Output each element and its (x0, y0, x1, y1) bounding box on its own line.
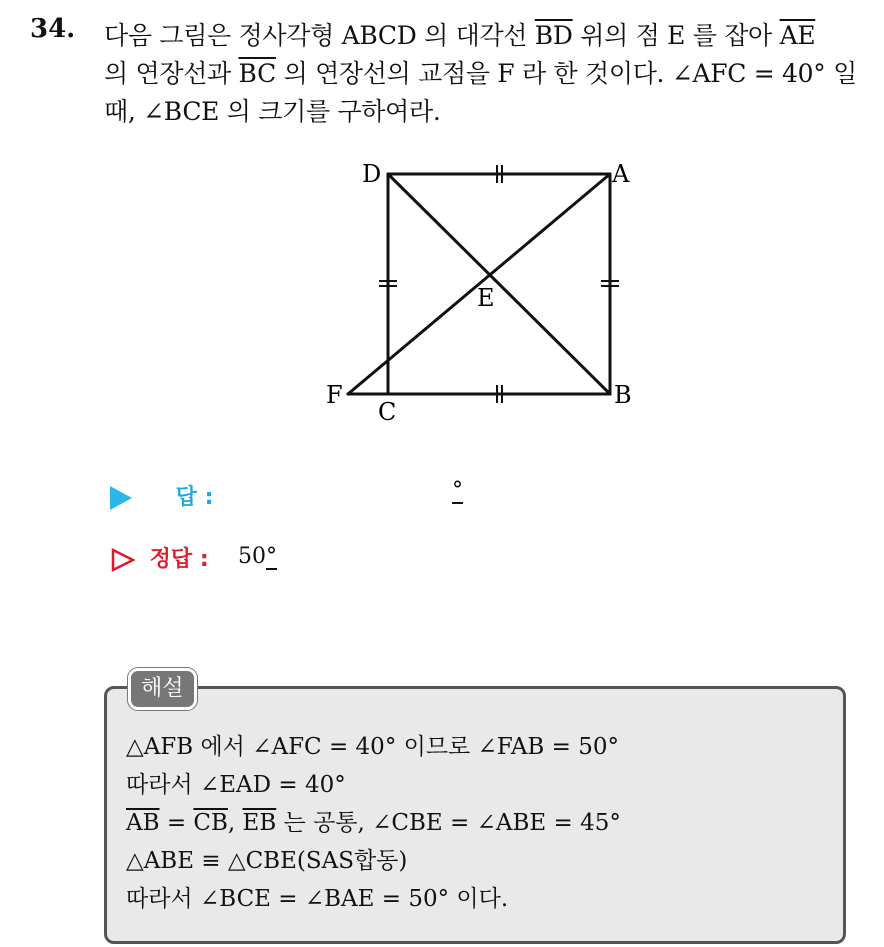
correct-unit: ° (266, 544, 277, 569)
solution-tag: 해설 (128, 668, 197, 710)
question-number: 34. (30, 14, 76, 44)
correct-answer (238, 544, 277, 570)
question-text: 위의 점 E 를 잡아 (572, 21, 780, 50)
question-line-3: 때, ∠BCE 의 크기를 구하여라. (104, 97, 441, 126)
label-b: B (614, 381, 632, 409)
solution-line-3 (126, 804, 621, 837)
answer-label: 답 : (175, 485, 214, 510)
correct-label: 정답 : (149, 547, 209, 572)
label-a: A (612, 160, 630, 188)
label-f: F (326, 381, 343, 409)
correct-answer-row (110, 542, 209, 573)
question-text: 의 연장선의 교점을 F 라 한 것이다. ∠AFC = 40° 일 (275, 59, 857, 88)
label-c: C (378, 398, 397, 426)
outline-triangle-icon (110, 547, 136, 573)
geometry-figure (320, 150, 650, 430)
segment-cb: $\overline{CB}$ (193, 810, 228, 836)
diagonal-db (388, 174, 610, 394)
correct-value: 50 (238, 544, 266, 569)
play-triangle-icon (110, 486, 132, 510)
segment-bc: $\overline{BC}$ (238, 59, 276, 88)
segment-ab: $\overline{AB}$ (126, 810, 160, 836)
segment-bd: $\overline{BD}$ (534, 21, 573, 50)
solution-line-1: △AFB 에서 ∠AFC = 40° 이므로 ∠FAB = 50° (126, 734, 619, 760)
comma: , (227, 810, 243, 836)
label-e: E (477, 284, 495, 312)
segment-eb: $\overline{EB}$ (242, 810, 277, 836)
segment-ae: $\overline{AE}$ (779, 21, 816, 50)
solution-line-4: △ABE ≡ △CBE(SAS합동) (126, 848, 408, 874)
answer-blank[interactable] (452, 478, 463, 504)
question-text: 다음 그림은 정사각형 ABCD 의 대각선 (104, 21, 535, 50)
solution-text: 는 공통, ∠CBE = ∠ABE = 45° (276, 810, 621, 836)
label-d: D (362, 160, 382, 188)
answer-unit: ° (452, 478, 463, 503)
answer-row (110, 480, 213, 511)
question-line-2 (104, 54, 857, 90)
question-line-1 (104, 16, 815, 52)
solution-line-5: 따라서 ∠BCE = ∠BAE = 50° 이다. (126, 886, 509, 912)
equals-sign: = (159, 810, 194, 836)
question-text: 의 연장선과 (104, 59, 239, 88)
solution-line-2: 따라서 ∠EAD = 40° (126, 772, 346, 798)
